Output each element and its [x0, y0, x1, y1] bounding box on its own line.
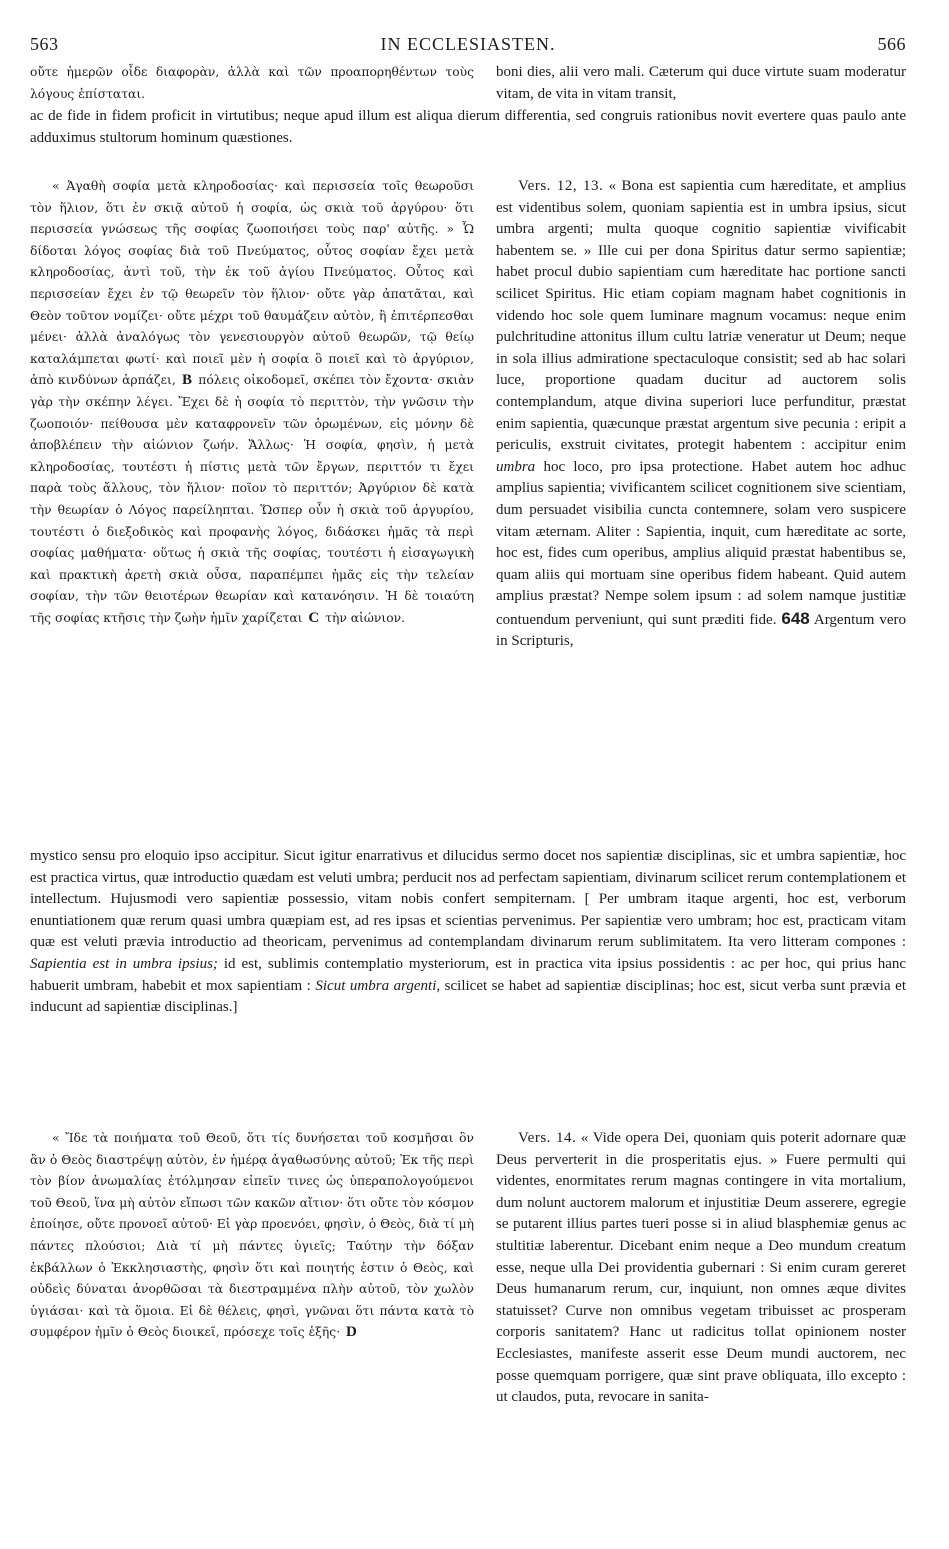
latin-text: mystico sensu pro eloquio ipso accipitur. Sicut igitur enarrativus et dilucidus sermo docet nos sapientiæ disciplinas, sic et umbra sapientiæ, hoc est practica virtus, quæ introductio quædam est veluti umbra; perducit nos ad perfectam sapientiam, divinarum scilicet rerum contemplationem et intellectum. Hujusmodi vero sapientiæ possessio, vitam nobis confert sempiternam. [ Per umbram itaque argenti, hoc est, verborum enuntiationem quæ rerum quasi umbra quæpiam est, ad res ipsas et scientias pervenimus. Per sapientiæ vero umbram; hoc est, practicam vitam quæ est veluti prævia introductio ad theoricam, pervenimus ad contemplandam divinarum rerum sublimitatem. Ita vero litteram compones : — [30, 848, 906, 951]
latin-italic-text: Sicut umbra argenti, — [315, 977, 441, 994]
greek-column — [30, 62, 474, 106]
verse-label: Vers. 14. — [518, 1130, 577, 1146]
latin-column — [496, 176, 906, 653]
running-title: IN ECCLESIASTEN. — [380, 34, 556, 54]
column-number: 648 — [781, 608, 810, 628]
greek-column — [30, 176, 474, 653]
latin-column — [496, 62, 906, 106]
latin-paragraph: ac de fide in fidem proficit in virtutibus; neque apud illum est aliqua dierum differentia, sed congruis rationibus novit evertere quas paulo ante adduximus stultorum hominum quæstiones. — [30, 108, 906, 146]
full-width-paragraph-1 — [30, 106, 906, 149]
running-header — [30, 34, 906, 58]
greek-paragraph: οὔτε ἡμερῶν οἶδε διαφορὰν, ἀλλὰ καὶ τῶν προαπορηθέντων τοὺς λόγους ἐπίσταται. — [30, 65, 474, 101]
latin-text: id est, sublimis contemplatio mysteriorum, est in practica vita ipsius possidentis : ac per hoc, qui prius hanc habuerit umbram, habebit et mox sapientiam : — [30, 955, 907, 994]
latin-text: spectaculoque consistit; sed ab hac solari luce, proportione quadam ducitur ad auctorem solis contemplandum, atque divina superiori luce perfunditur, præstat enim sapientia, quæcunque præstat argentum sive pecunia : eripit a periculis, exstruit civitates, protegit habentem : accipitur enim — [496, 350, 906, 454]
latin-column — [496, 1128, 906, 1409]
margin-marker-b: B — [182, 372, 193, 389]
latin-italic-text: umbra — [496, 458, 536, 475]
margin-marker-c: C — [308, 609, 320, 626]
latin-paragraph — [496, 1128, 906, 1409]
greek-text: « Ἀγαθὴ σοφία μετὰ κληροδοσίας· καὶ περισσεία τοῖς θεωροῦσι τὸν ἥλιον, ὅτι ἐν σκιᾷ αὐτοῦ ἡ σοφία, ὡς σκιὰ τοῦ ἀργύρου· ὅτι περισσεία γνώσεως τῆς σοφίας ζωοποιήσει τοὺς παρ' αὐτῆς. » Ὧ δίδοται λόγος σοφίας διὰ τοῦ Πνεύματος, οὗτος σοφίαν ἔχει μετὰ κληροδοσίας, ἀντὶ τοῦ, τὴν ἐκ τοῦ ἁγίου Πνεύματος. Οὗτος καὶ περισσείαν ἔχει ἐν τῷ θεωρεῖν τὸν ἥλιον· οὔτε γὰρ ἀπατᾶται, καὶ Θεὸν τοῦτον νομίζει· οὔτε μέχρι τοῦ θαυμάζειν αὐτὸν, ἢ ἐπιτέρπεσθαι μένει· ἀλλὰ ἀναλόγως τὸν γενεσιουργὸν αὐτοῦ θεωρῶν, τῷ θείῳ καταλάμπεται φωτί· καὶ ποιεῖ μὲν ἡ σοφία ὃ ποιεῖ καὶ τὸ ἀργύριον, ἀπὸ κινδύνων ἁρπάζει, — [30, 179, 474, 388]
greek-text: τὴν αἰώνιον. — [325, 610, 405, 625]
latin-text: « Bona est sapientia cum hæreditate, et amplius est videntibus solem, quoniam sapientia est in umbra ipsius, sicut umbra argenti; multa quoque cognitio sapientiæ vivificabit habentem se. » Ille cui per dona Spiritus datur sermo sapientiæ; habet procul dubio sapientiam cum hæreditate hac portione sancti scilicet Spiritus. Hic etiam copiam magnam habet cognitionis in videndo hoc sole quem luminare magnum vocamus: neque enim pulchritudine attonitus illum cultu latriæ veneratur ut Deum; neque in sola illius admiratione — [496, 178, 906, 367]
page-number-left: 563 — [30, 34, 59, 54]
greek-text: πόλεις οἰκοδομεῖ, σκέπει τὸν ἔχοντα· σκιὰν γὰρ τὴν σκέπην λέγει. Ἔχει δὲ ἡ σοφία τὸ περιττὸν, τὴν γνῶσιν τὴν ζωοποιόν· πείθουσα μὲν καταφρονεῖν τῶν ὁρωμένων, εἰς μόνην δὲ ἀποβλέπειν τὴν αἰώνιον ζωήν. Ἄλλως· Ἡ σοφία, φησὶν, ἡ μετὰ κληροδοσίας, τουτέστι ἡ πίστις μετὰ τῶν ἔργων, περιττόν τι ἔχει παρὰ τοὺς ἄλλους, τὸν ἥλιον· ποῖον τὸ περιττόν; Ἀργύριον δὲ κατὰ τὴν θεωρίαν ὁ Λόγος παρείληπται. Ὥσπερ οὖν ἡ σκιὰ τοῦ ἀργυρίου, τουτέστι ὁ διεξοδικὸς καὶ προφανὴς λόγος, διδάσκει ἡμᾶς τὰ περὶ σοφίας μαθήματα· οὕτως ἡ σκιὰ τῆς σοφίας, τουτέστι ἡ εἰσαγωγικὴ καὶ πρακτικὴ ἀρετὴ σκιὰ οὖσα, παραπέμπει ἡμᾶς εἰς τὴν τελείαν σοφίαν, τὴν τῶν θειοτέρων θεωρίαν καὶ κατανόησιν. Ἡ δὲ τοιαύτη τῆς σοφίας κτῆσις τὴν ζωὴν ἡμῖν χαρίζεται — [30, 373, 474, 625]
greek-column — [30, 1128, 474, 1409]
verse-label: Vers. 12, 13. — [518, 178, 604, 194]
latin-text: Argentum vero in Scripturis, — [496, 611, 907, 650]
margin-marker-d: D — [346, 1324, 357, 1341]
latin-paragraph — [30, 846, 906, 1019]
block-3-columns — [30, 1128, 906, 1409]
page-number-right: 566 — [877, 34, 906, 54]
latin-paragraph: boni dies, alii vero mali. Cæterum qui duce virtute suam moderatur vitam, de vita in vitam transit, — [496, 64, 906, 102]
latin-text: scilicet se habet ad sapientiæ disciplinas; hoc est, sicut verba sunt prævia et inducunt ad sapientiæ disciplinas.] — [30, 977, 906, 1016]
full-width-paragraph-2 — [30, 846, 906, 1019]
greek-text: « Ἴδε τὰ ποιήματα τοῦ Θεοῦ, ὅτι τίς δυνήσεται τοῦ κοσμῆσαι ὃν ἂν ὁ Θεὸς διαστρέψῃ αὐτὸν, ἐν ἡμέρᾳ ἀγαθωσύνης αὐτοῦ; Ἐκ τῆς περὶ τὸν βίον ἀνωμαλίας ἐτόλμησαν εἰπεῖν τινες ὡς ὑπεραπολογούμενοι τοῦ Θεοῦ, ἵνα μὴ αὐτὸν εἴπωσι τῶν κακῶν αἴτιον· ὅτι οὔτε τὸν κόσμον ἐποίησε, οὔτε προνοεῖ αὐτοῦ· Εἰ γὰρ προενόει, φησὶν, ὁ Θεὸς, διὰ τί μὴ πάντες πλούσιοι; Διὰ τί μὴ πάντες ὑγιεῖς; Ταύτην τὴν δόξαν ἐκβάλλων ὁ Ἐκκλησιαστὴς, φησὶν ὅτι καὶ ποιητής ἐστιν ὁ Θεὸς, καὶ οὐδεὶς δύναται ἀνορθῶσαι τὰ διεστραμμένα πλὴν αὐτοῦ, τὸν χωλὸν ὑγιάσαι· καὶ τὰ ὅμοια. Εἰ δὲ θέλεις, φησὶ, γνῶναι ὅτι πάντα κατὰ τὸ συμφέρον ἡμῖν ὁ Θεὸς διοικεῖ, πρόσεχε τοῖς ἑξῆς· — [30, 1131, 474, 1340]
latin-text: « Vide opera Dei, quoniam quis poterit adornare quæ Deus perverterit in die prosperitatis ejus. » Fuere permulti qui videntes, enormitates rerum magnas contingere in vita mortalium, dum nolunt auctorem malorum et injustitiæ Deum asserere, egregie se putarent illius partes tueri posse si in aliud blasphemiæ genus ac stultitiæ laberentur. Dicebant enim neque a Deo mundum creatum esse, neque ulla Dei providentia gubernari : Si enim curam gereret Deus humanarum rerum, cur, inquiunt, non omnes æque divites statuisset? Curve non omnibus vegetam tribuisset ac prosperam corporis sanitatem? Hanc ut radicitus tollat opinionem noster Ecclesiastes, manifeste asserit esse Deum mundi auctorem, nec posse quemquam porrigere, quæ sint prave obliquata, illo excepto : ut claudos, puta, revocare in sanita- — [496, 1130, 907, 1406]
latin-italic-text: Sapientia est in umbra ipsius; — [30, 955, 218, 972]
latin-text: namque justitiæ contuendum perveniunt, qui sunt præditi fide. — [496, 588, 907, 628]
latin-text: hoc loco, pro ipsa protectione. Habet autem hoc adhuc amplius sapientia; vivificantem scilicet cognitionem sive scientiam, dum persuadet visibilia cuncta contemnere, solam vero suspicere vitam æternam. Aliter : Sapientia, inquit, cum hæreditate ac sorte, hoc est, fides cum operibus, amplius aliquid præstat habentibus se, quam aliis qui mortuam sine operibus fidem habeant. Quid autem amplius præstat? Nempe solem ipsum : ad solem — [496, 458, 907, 605]
latin-paragraph — [496, 176, 906, 653]
greek-paragraph — [30, 176, 474, 629]
block-2-columns — [30, 176, 906, 653]
greek-paragraph — [30, 1128, 474, 1344]
block-1-columns — [30, 62, 906, 106]
